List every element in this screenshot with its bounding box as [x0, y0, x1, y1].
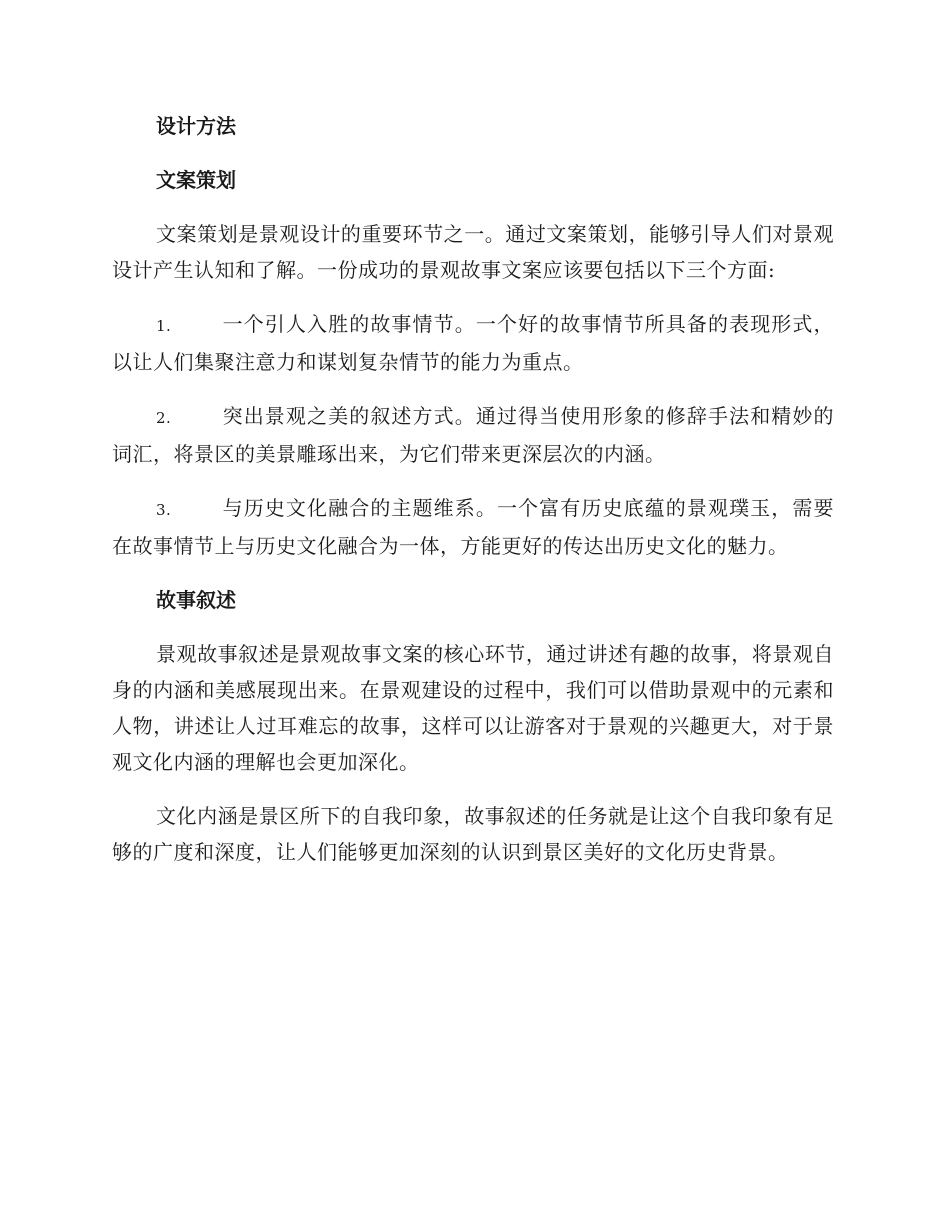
section-title: 设计方法	[156, 114, 236, 138]
copy-planning-heading: 文案策划	[156, 168, 236, 192]
list-item	[112, 398, 834, 472]
list-item-number: 3.	[156, 501, 172, 519]
list-item-number: 2.	[156, 409, 172, 427]
storytelling-paragraph: 景观故事叙述是景观故事文案的核心环节，通过讲述有趣的故事，将景观自身的内涵和美感展现出来。在景观建设的过程中，我们可以借助景观中的元素和人物，讲述让人过耳难忘的故事，这样可以让游客对于景观的兴趣更大，对于景观文化内涵的理解也会更加深化。	[112, 642, 834, 774]
storytelling-heading: 故事叙述	[156, 588, 236, 612]
document-body	[112, 108, 834, 888]
copy-planning-intro: 文案策划是景观设计的重要环节之一。通过文案策划，能够引导人们对景观设计产生认知和了解。一份成功的景观故事文案应该要包括以下三个方面:	[112, 222, 834, 282]
list-item-text: 突出景观之美的叙述方式。通过得当使用形象的修辞手法和精妙的词汇，将景区的美景雕琢出来，为它们带来更深层次的内涵。	[112, 404, 834, 466]
list-item-number: 1.	[156, 317, 172, 335]
list-item	[112, 306, 834, 380]
storytelling-paragraph: 文化内涵是景区所下的自我印象，故事叙述的任务就是让这个自我印象有足够的广度和深度，让人们能够更加深刻的认识到景区美好的文化历史背景。	[112, 804, 834, 864]
list-item-text: 一个引人入胜的故事情节。一个好的故事情节所具备的表现形式，以让人们集聚注意力和谋划复杂情节的能力为重点。	[112, 312, 834, 374]
list-item	[112, 490, 834, 564]
list-item-text: 与历史文化融合的主题维系。一个富有历史底蕴的景观璞玉，需要在故事情节上与历史文化融合为一体，方能更好的传达出历史文化的魅力。	[112, 496, 834, 558]
